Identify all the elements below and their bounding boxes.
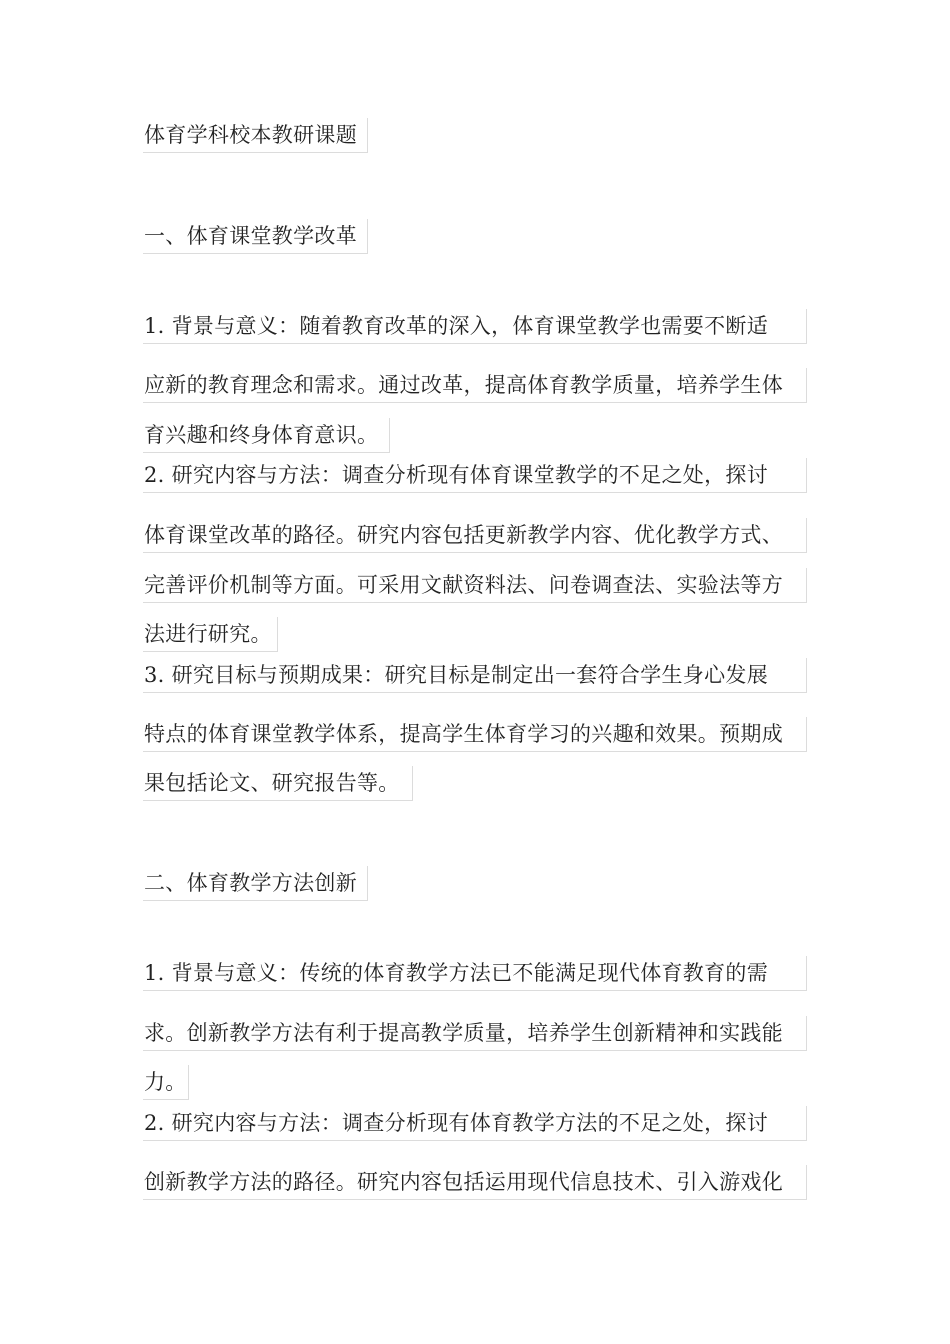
paragraph-line: 2. 研究内容与方法：调查分析现有体育教学方法的不足之处，探讨 — [143, 1106, 807, 1141]
paragraph-line: 求。创新教学方法有利于提高教学质量，培养学生创新精神和实践能 — [143, 1016, 807, 1051]
paragraph-line: 1. 背景与意义：传统的体育教学方法已不能满足现代体育教育的需 — [143, 956, 807, 991]
document-title: 体育学科校本教研课题 — [143, 118, 368, 153]
section-heading-2: 二、体育教学方法创新 — [143, 866, 368, 901]
section-heading-1: 一、体育课堂教学改革 — [143, 219, 368, 254]
paragraph-line: 应新的教育理念和需求。通过改革，提高体育教学质量，培养学生体 — [143, 368, 807, 403]
paragraph-line: 育兴趣和终身体育意识。 — [143, 418, 390, 453]
paragraph-line: 3. 研究目标与预期成果：研究目标是制定出一套符合学生身心发展 — [143, 658, 807, 693]
paragraph-line: 2. 研究内容与方法：调查分析现有体育课堂教学的不足之处，探讨 — [143, 458, 807, 493]
paragraph-line: 力。 — [143, 1065, 189, 1100]
paragraph-line: 1. 背景与意义：随着教育改革的深入，体育课堂教学也需要不断适 — [143, 309, 807, 344]
paragraph-line: 特点的体育课堂教学体系，提高学生体育学习的兴趣和效果。预期成 — [143, 717, 807, 752]
paragraph-line: 体育课堂改革的路径。研究内容包括更新教学内容、优化教学方式、 — [143, 518, 807, 553]
paragraph-line: 果包括论文、研究报告等。 — [143, 766, 413, 801]
paragraph-line: 法进行研究。 — [143, 617, 278, 652]
paragraph-line: 创新教学方法的路径。研究内容包括运用现代信息技术、引入游戏化 — [143, 1165, 807, 1200]
paragraph-line: 完善评价机制等方面。可采用文献资料法、问卷调查法、实验法等方 — [143, 568, 807, 603]
